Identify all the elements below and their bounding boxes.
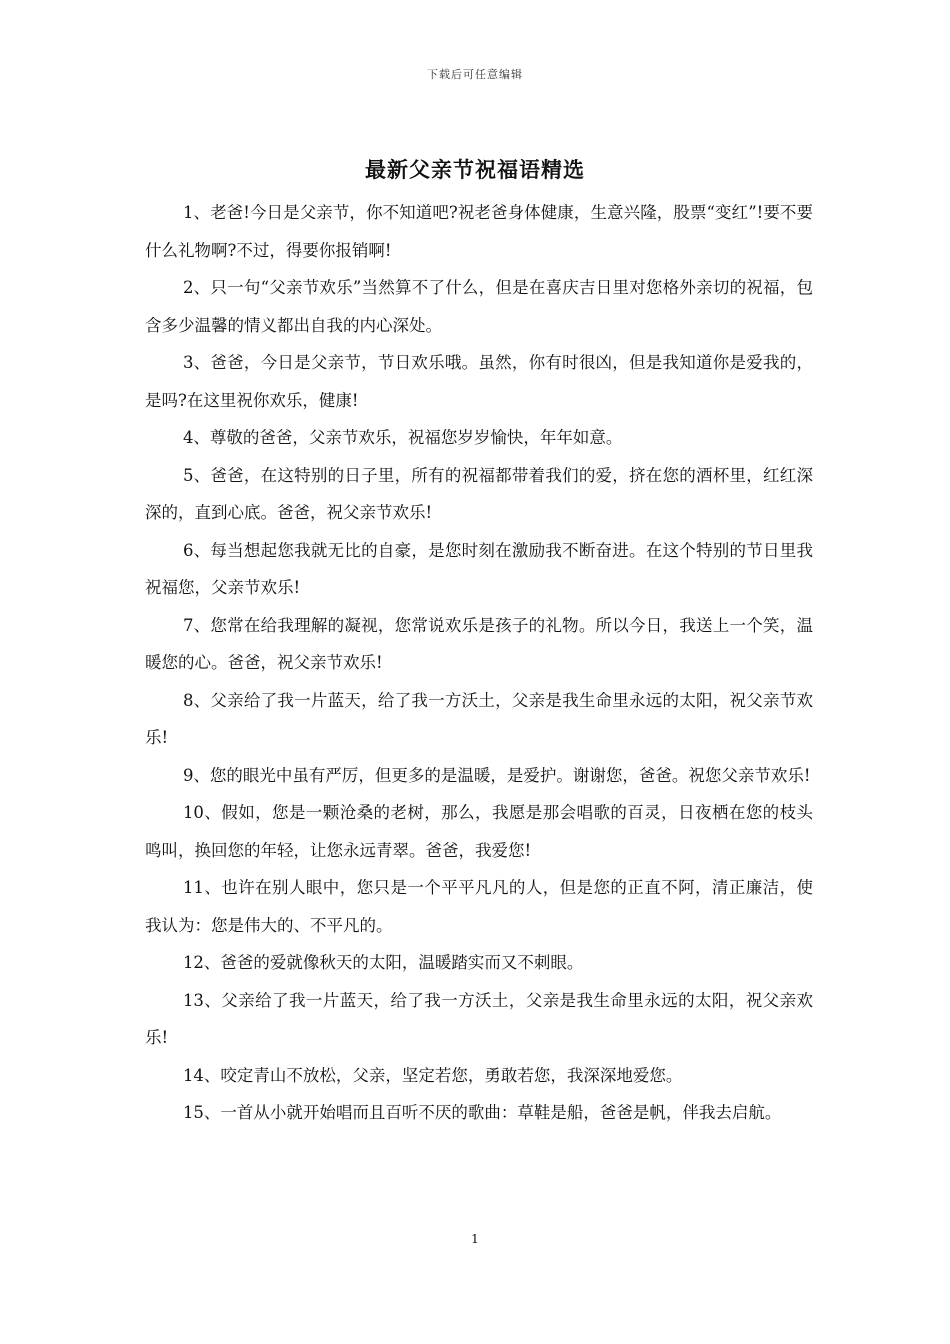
paragraph-9: 9、您的眼光中虽有严厉，但更多的是温暖，是爱护。谢谢您，爸爸。祝您父亲节欢乐! (182, 765, 811, 785)
paragraph-13: 13、父亲给了我一片蓝天，给了我一方沃土，父亲是我生命里永远的太阳，祝父亲欢乐! (145, 990, 813, 1047)
paragraph-3: 3、爸爸，今日是父亲节，节日欢乐哦。虽然，你有时很凶，但是我知道你是爱我的，是吗?在这里祝你欢乐，健康! (145, 353, 813, 410)
paragraph-6: 6、每当想起您我就无比的自豪，是您时刻在激励我不断奋进。在这个特别的节日里我祝福您，父亲节欢乐! (145, 540, 813, 597)
paragraph-8: 8、父亲给了我一片蓝天，给了我一方沃土，父亲是我生命里永远的太阳，祝父亲节欢乐! (145, 690, 813, 747)
document-body (145, 194, 813, 1132)
paragraph-15: 15、一首从小就开始唱而且百听不厌的歌曲：草鞋是船，爸爸是帆，伴我去启航。 (182, 1103, 782, 1122)
paragraph-1: 1、老爸!今日是父亲节，你不知道吧?祝老爸身体健康，生意兴隆，股票“变红”!要不要什么礼物啊?不过，得要你报销啊! (145, 203, 813, 260)
page-number: 1 (471, 1232, 479, 1246)
paragraph-14: 14、咬定青山不放松，父亲，坚定若您，勇敢若您，我深深地爱您。 (182, 1065, 683, 1085)
document-title: 最新父亲节祝福语精选 (365, 157, 585, 182)
paragraph-10: 10、假如，您是一颗沧桑的老树，那么，我愿是那会唱歌的百灵，日夜栖在您的枝头鸣叫，换回您的年轻，让您永远青翠。爸爸，我爱您! (145, 803, 813, 860)
paragraph-2: 2、只一句“父亲节欢乐”当然算不了什么，但是在喜庆吉日里对您格外亲切的祝福，包含多少温馨的情义都出自我的内心深处。 (145, 278, 813, 335)
header-note: 下载后可任意编辑 (427, 68, 523, 81)
paragraph-11: 11、也许在别人眼中，您只是一个平平凡凡的人，但是您的正直不阿，清正廉洁，使我认为：您是伟大的、不平凡的。 (145, 878, 813, 935)
paragraph-4: 4、尊敬的爸爸，父亲节欢乐，祝福您岁岁愉快，年年如意。 (182, 428, 623, 447)
paragraph-7: 7、您常在给我理解的凝视，您常说欢乐是孩子的礼物。所以今日，我送上一个笑，温暖您的心。爸爸，祝父亲节欢乐! (145, 615, 813, 672)
paragraph-12: 12、爸爸的爱就像秋天的太阳，温暖踏实而又不刺眼。 (182, 953, 584, 972)
paragraph-5: 5、爸爸，在这特别的日子里，所有的祝福都带着我们的爱，挤在您的酒杯里，红红深深的，直到心底。爸爸，祝父亲节欢乐! (145, 465, 813, 522)
